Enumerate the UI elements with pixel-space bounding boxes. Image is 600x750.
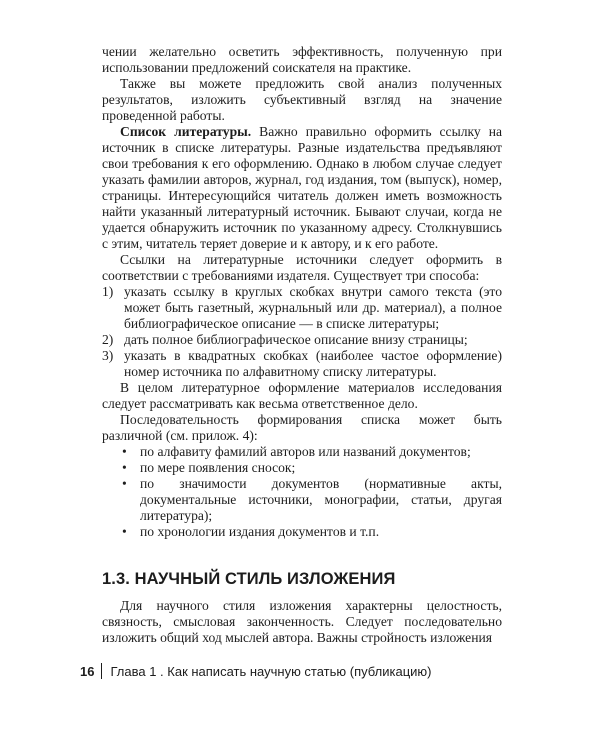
paragraph-analysis: Также вы можете предложить свой анализ полученных результатов, изложить субъективный взгляд на значение проведенной работы. <box>102 76 502 123</box>
paragraph-general-note: В целом литературное оформление материалов исследования следует рассматривать как весьма ответственное дело. <box>102 380 502 411</box>
bullet-icon: • <box>122 524 127 539</box>
page-number: 16 <box>80 663 95 679</box>
references-text: Важно правильно оформить ссылку на источник в списке литературы. Разные издательства предъявляют свои требования к его оформлению. Однако в любом случае следует указать фамилии авторов, журнал, год издания, том (выпуск), номер, страницы. Интересующийся читатель должен иметь возможность найти указанный литературный источник. Бывают случаи, когда не удается обнаружить источник по указанному адресу. Столкнувшись с этим, читатель теряет доверие и к автору, и к его работе. <box>102 124 502 251</box>
list-item-text: по хронологии издания документов и т.п. <box>140 524 380 539</box>
paragraph-continuation: чении желательно осветить эффективность, полученную при использовании предложений соискателя на практике. <box>102 44 502 75</box>
list-item <box>102 524 502 540</box>
list-item <box>102 284 502 332</box>
list-item <box>102 444 502 460</box>
paragraph-scientific-style: Для научного стиля изложения характерны целостность, связность, смысловая законченность. Следует последовательно изложить общий ход мыслей автора. Важны стройность изложения <box>102 598 502 645</box>
list-item-text: указать в квадратных скобках (наиболее частое оформление) номер источника по алфавитному списку литературы. <box>124 348 502 379</box>
paragraph-references <box>102 124 502 252</box>
list-number: 2) <box>102 332 114 347</box>
list-item-text: по мере появления сносок; <box>140 460 296 475</box>
list-item <box>102 476 502 524</box>
body-text <box>102 44 502 540</box>
paragraph-order-intro: Последовательность формирования списка может быть различной (см. прилож. 4): <box>102 412 502 443</box>
list-number: 3) <box>102 348 114 363</box>
bullet-icon: • <box>122 444 127 459</box>
chapter-title: Глава 1 . Как написать научную статью (публикацию) <box>110 663 432 679</box>
paragraph-methods-intro: Ссылки на литературные источники следует оформить в соответствии с требованиями издателя. Существует три способа: <box>102 252 502 283</box>
list-item <box>102 348 502 380</box>
bullet-icon: • <box>122 460 127 475</box>
section-heading: 1.3. НАУЧНЫЙ СТИЛЬ ИЗЛОЖЕНИЯ <box>102 570 396 588</box>
references-lead: Список литературы. <box>120 124 252 139</box>
list-item-text: по алфавиту фамилий авторов или названий документов; <box>140 444 471 459</box>
list-number: 1) <box>102 284 114 299</box>
section-body <box>102 598 502 646</box>
list-item-text: указать ссылку в круглых скобках внутри самого текста (это может быть газетный, журнальный или др. материал), а полное библиографическое описание — в списке литературы; <box>124 284 502 331</box>
methods-list <box>102 284 502 380</box>
list-item-text: по значимости документов (нормативные акты, документальные источники, монографии, статьи, другая литература); <box>140 476 502 523</box>
list-item-text: дать полное библиографическое описание внизу страницы; <box>124 332 468 347</box>
list-item <box>102 332 502 348</box>
page-footer <box>80 663 432 679</box>
bullet-icon: • <box>122 476 127 491</box>
order-list <box>102 444 502 540</box>
list-item <box>102 460 502 476</box>
footer-divider <box>101 663 102 679</box>
